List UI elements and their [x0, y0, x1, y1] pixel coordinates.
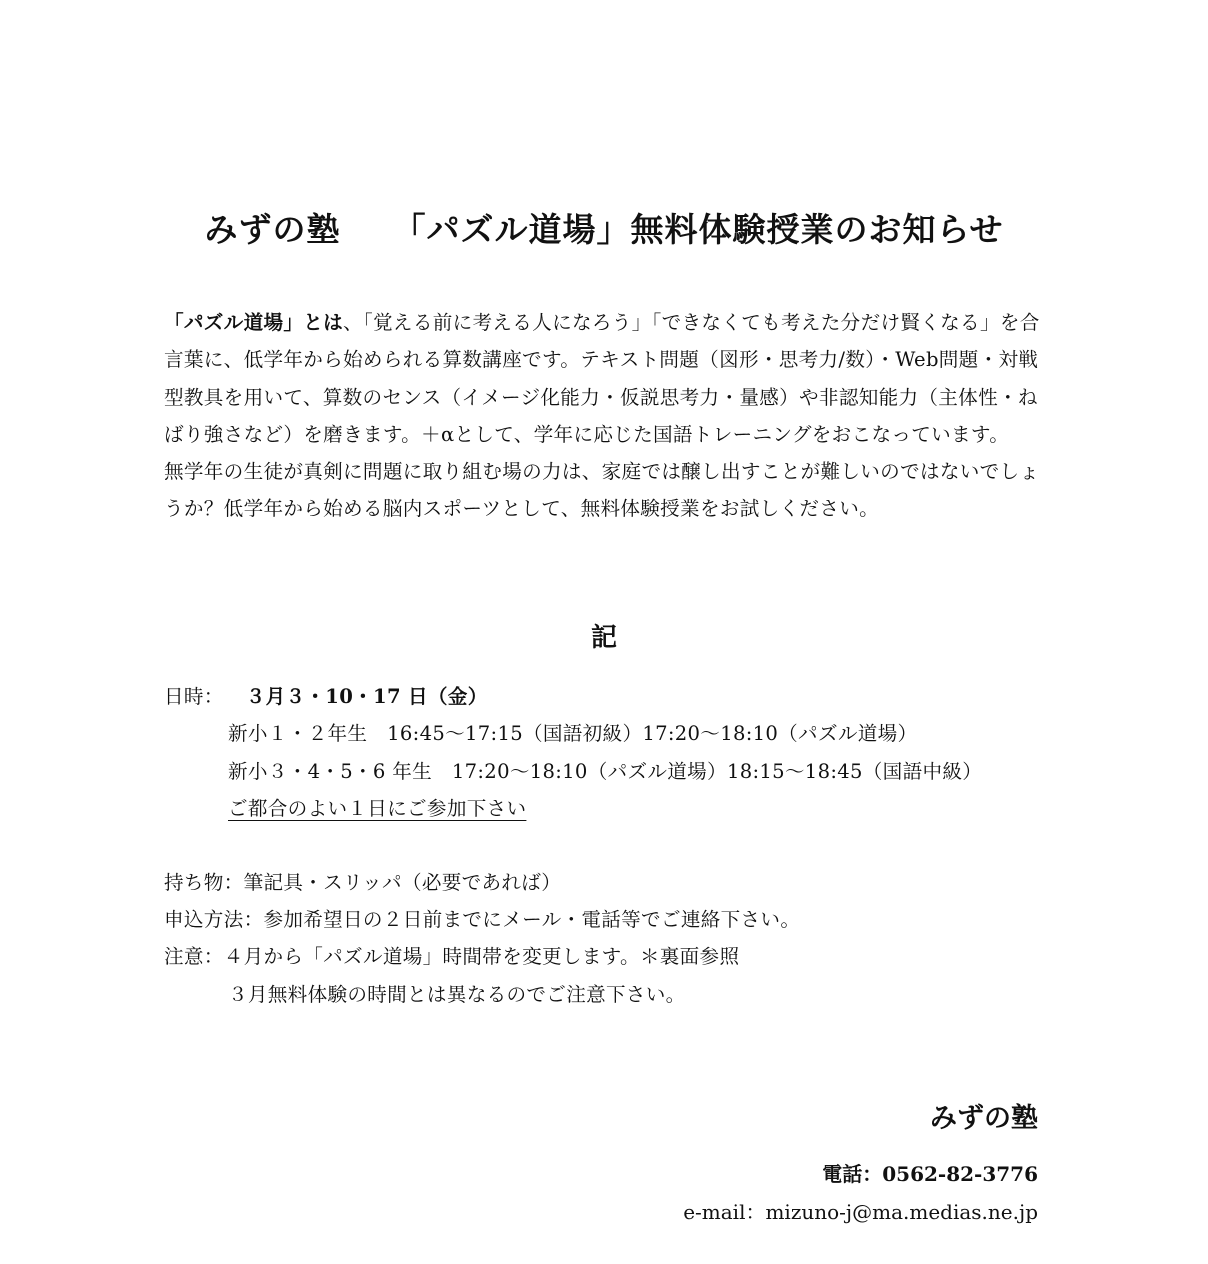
intro-paragraph-1 — [164, 304, 1044, 453]
schedule-note: ご都合のよい１日にご参加下さい — [228, 797, 527, 820]
page-title — [0, 204, 1208, 251]
apply-method: 申込方法：参加希望日の２日前までにメール・電話等でご連絡下さい。 — [164, 908, 801, 931]
schedule-dates: ３月３・10・17 日（金） — [245, 685, 488, 708]
title-org: みずの塾 — [204, 210, 341, 249]
intro-paragraph-1-text: 、「覚える前に考える人になろう」「できなくても考えた分だけ賢くなる」を合言葉に、低学年から始められる算数講座です。テキスト問題（図形・思考力/数）・Web問題・対戦型教具を用いて、算数のセンス（イメージ化能力・仮説思考力・量感）や非認知能力（主体性・ねばり強さなど）を磨きます。＋αとして、学年に応じた国語トレーニングをおこなっています。 — [164, 311, 1040, 446]
schedule-line-2: 新小３・4・5・6 年生 17:20～18:10（パズル道場）18:15～18:45（国語中級） — [228, 760, 983, 783]
intro-paragraph-2: 無学年の生徒が真剣に問題に取り組む場の力は、家庭では醸し出すことが難しいのではないでしょうか？低学年から始める脳内スポーツとして、無料体験授業をお試しください。 — [164, 460, 1040, 521]
title-main: 「パズル道場」無料体験授業のお知らせ — [392, 210, 1004, 249]
caution-line-1: 注意：４月から「パズル道場」時間帯を変更します。＊裏面参照 — [164, 945, 740, 968]
intro-lead: 「パズル道場」とは — [164, 311, 344, 334]
schedule-date-row — [164, 680, 488, 709]
schedule-label: 日時： — [164, 685, 224, 708]
footer-org: みずの塾 — [930, 1103, 1038, 1134]
footer-email: e-mail：mizuno-j@ma.medias.ne.jp — [683, 1200, 1038, 1224]
intro-section — [164, 304, 1044, 528]
bring-items: 持ち物：筆記具・スリッパ（必要であれば） — [164, 871, 562, 894]
ki-heading: 記 — [590, 623, 617, 653]
footer-tel: 電話：0562-82-3776 — [822, 1162, 1038, 1186]
schedule-line-1: 新小１・２年生 16:45～17:15（国語初級）17:20～18:10（パズル道場） — [228, 722, 918, 745]
caution-line-2: ３月無料体験の時間とは異なるのでご注意下さい。 — [228, 983, 686, 1006]
